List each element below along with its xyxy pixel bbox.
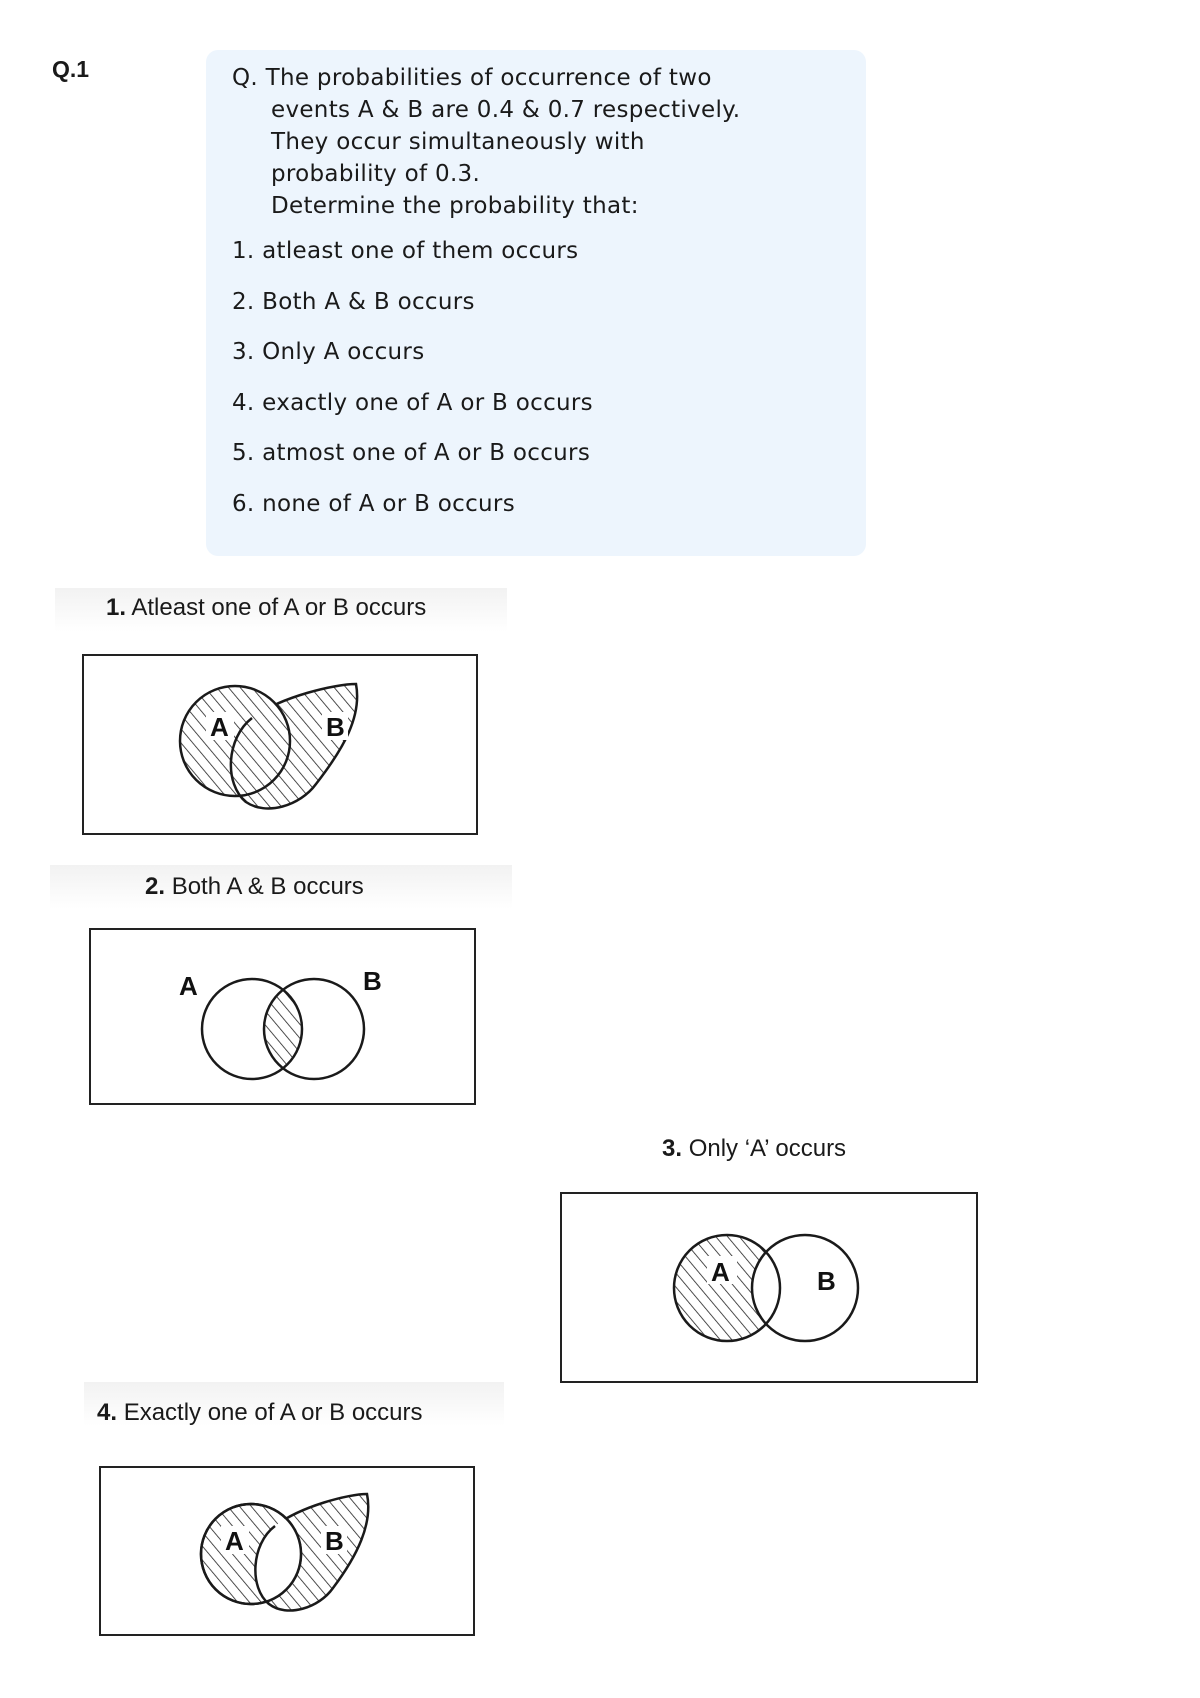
venn-4-label-a: A	[225, 1526, 244, 1556]
section-1-number: 1.	[106, 594, 127, 621]
section-4-heading	[97, 1399, 423, 1427]
question-item: 6. none of A or B occurs	[232, 490, 515, 517]
question-line: probability of 0.3.	[271, 161, 481, 187]
venn-diagram-3	[560, 1192, 978, 1383]
section-2-heading	[145, 873, 364, 901]
venn-4-label-b: B	[325, 1526, 344, 1556]
section-4-number: 4.	[97, 1399, 118, 1426]
section-3-number: 3.	[662, 1135, 683, 1162]
question-item: 2. Both A & B occurs	[232, 288, 475, 315]
section-1-title: Atleast one of A or B occurs	[131, 594, 427, 621]
question-line: events A & B are 0.4 & 0.7 respectively.	[271, 97, 741, 123]
venn-3-label-b: B	[817, 1266, 836, 1296]
venn-diagram-4	[99, 1466, 475, 1636]
venn-1-label-a: A	[210, 712, 229, 742]
venn-diagram-2	[89, 928, 476, 1105]
question-line: Determine the probability that:	[271, 193, 639, 219]
venn-diagram-1	[82, 654, 478, 835]
venn-1-label-b: B	[326, 712, 345, 742]
question-number: Q.1	[52, 56, 90, 82]
venn-2-label-a: A	[179, 971, 198, 1001]
question-line: Q. The probabilities of occurrence of two	[232, 65, 712, 91]
section-3-heading	[662, 1135, 846, 1163]
section-4-title: Exactly one of A or B occurs	[123, 1399, 423, 1426]
venn-2-label-b: B	[363, 966, 382, 996]
question-item: 5. atmost one of A or B occurs	[232, 440, 591, 466]
section-2-title: Both A & B occurs	[171, 873, 364, 900]
section-3-title: Only ‘A’ occurs	[688, 1135, 847, 1162]
section-2-number: 2.	[145, 873, 166, 900]
question-line: They occur simultaneously with	[271, 129, 645, 155]
venn-3-label-a: A	[711, 1257, 730, 1287]
question-item: 1. atleast one of them occurs	[232, 238, 579, 264]
question-statement	[232, 62, 832, 222]
question-item: 3. Only A occurs	[232, 339, 425, 365]
question-item: 4. exactly one of A or B occurs	[232, 389, 593, 416]
question-items	[232, 238, 593, 541]
section-1-heading	[106, 594, 426, 622]
